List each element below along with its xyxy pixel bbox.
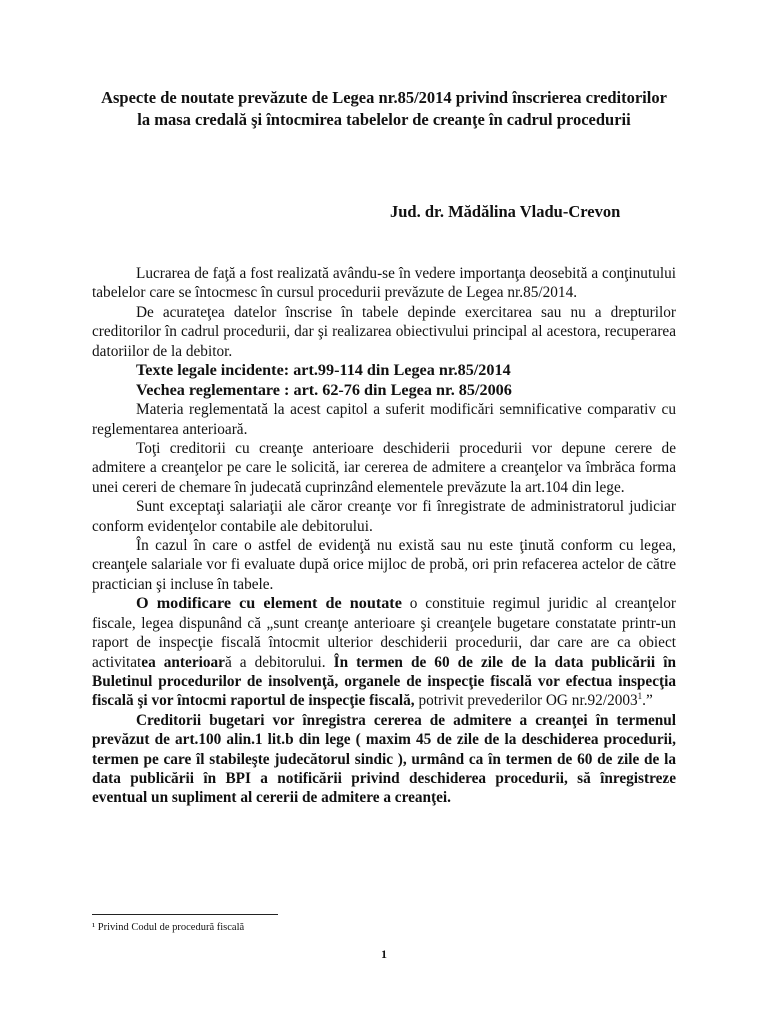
paragraph-accuracy: De acurateţea datelor înscrise în tabele depinde exercitarea sau nu a drepturilor creditorilor în cadrul procedurii, dar şi realizarea obiectivului principal al acestora, recuperarea datoriilor de la debitor. <box>92 303 676 360</box>
lead-phrase: O modificare cu element de noutate <box>136 594 402 613</box>
document-body <box>92 264 676 808</box>
footnote-separator <box>92 914 278 915</box>
paragraph-intro: Lucrarea de faţă a fost realizată avându-se în vedere importanţa deosebită a conţinutului tabelelor care se întocmesc în cursul procedurii prevăzute de Legea nr.85/2014. <box>92 265 676 302</box>
paragraph-creditors: Toţi creditorii cu creanţe anterioare deschiderii procedurii vor depune cerere de admitere a creanţelor pe care le solicită, iar cererea de admitere a creanţelor va îmbrăca forma unei cereri de chemare în judecată cuprinzând elementele prevăzute la art.104 din lege. <box>92 440 676 496</box>
footnote-ref[interactable]: 1 <box>637 691 643 702</box>
paragraph-budget-creditors: Creditorii bugetari vor înregistra cererea de admitere a creanţei în termenul prevăzut de art.100 alin.1 lit.b din lege ( maxim 45 de zile de la deschiderea procedurii, termen pe care îl stabileşte judecătorul sindic ), urmând ca în termen de 60 de zile de la data publicării în BPI a notificării privind deschiderea procedurii, să înregistreze eventual un supliment al cererii de admitere a creanţei. <box>92 711 676 807</box>
paragraph-salary-claims: În cazul în care o astfel de evidenţă nu există sau nu este ţinută conform cu legea, creanţele salariale vor fi evaluate după orice mijloc de probă, ori prin refacerea actelor de către practician şi incluse în tabele. <box>92 537 676 593</box>
paragraph-fiscal-claims: O modificare cu element de noutate o constituie regimul juridic al creanţelor fiscale, legea dispunând că „sunt creanţe anterioare şi creanţele bugetare constatate printr-un raport de inspecţie fiscală întocmit ulterior deschiderii procedurii, dar care are ca obiect activitatea anterioară a debitorului. În termen de 60 de zile de la data publicării în Buletinul procedurilor de insolvenţă, organele de inspecţie fiscală vor efectua inspecţia fiscală şi vor întocmi raportul de inspecţie fiscală, potrivit prevederilor OG nr.92/2003$^1$.” <box>92 594 676 710</box>
footnote: ¹ Privind Codul de procedură fiscală <box>92 922 245 933</box>
paragraph-employees: Sunt exceptaţi salariaţii ale căror creanţe vor fi înregistrate de administratorul judiciar conform evidenţelor contabile ale debitorului. <box>92 498 676 535</box>
document-title: Aspecte de noutate prevăzute de Legea nr.85/2014 privind înscrierea creditorilor la masa credală şi întocmirea tabelelor de creanţe în cadrul procedurii <box>101 88 667 129</box>
paragraph-changes: Materia reglementată la acest capitol a suferit modificări semnificative comparativ cu reglementarea anterioară. <box>92 401 676 438</box>
page-number: 1 <box>381 947 387 961</box>
heading-legal-texts: Texte legale incidente: art.99-114 din Legea nr.85/2014 <box>136 361 511 380</box>
heading-old-regulation: Vechea reglementare : art. 62-76 din Legea nr. 85/2006 <box>136 380 512 399</box>
author-name: Jud. dr. Mădălina Vladu-Crevon <box>390 202 621 221</box>
